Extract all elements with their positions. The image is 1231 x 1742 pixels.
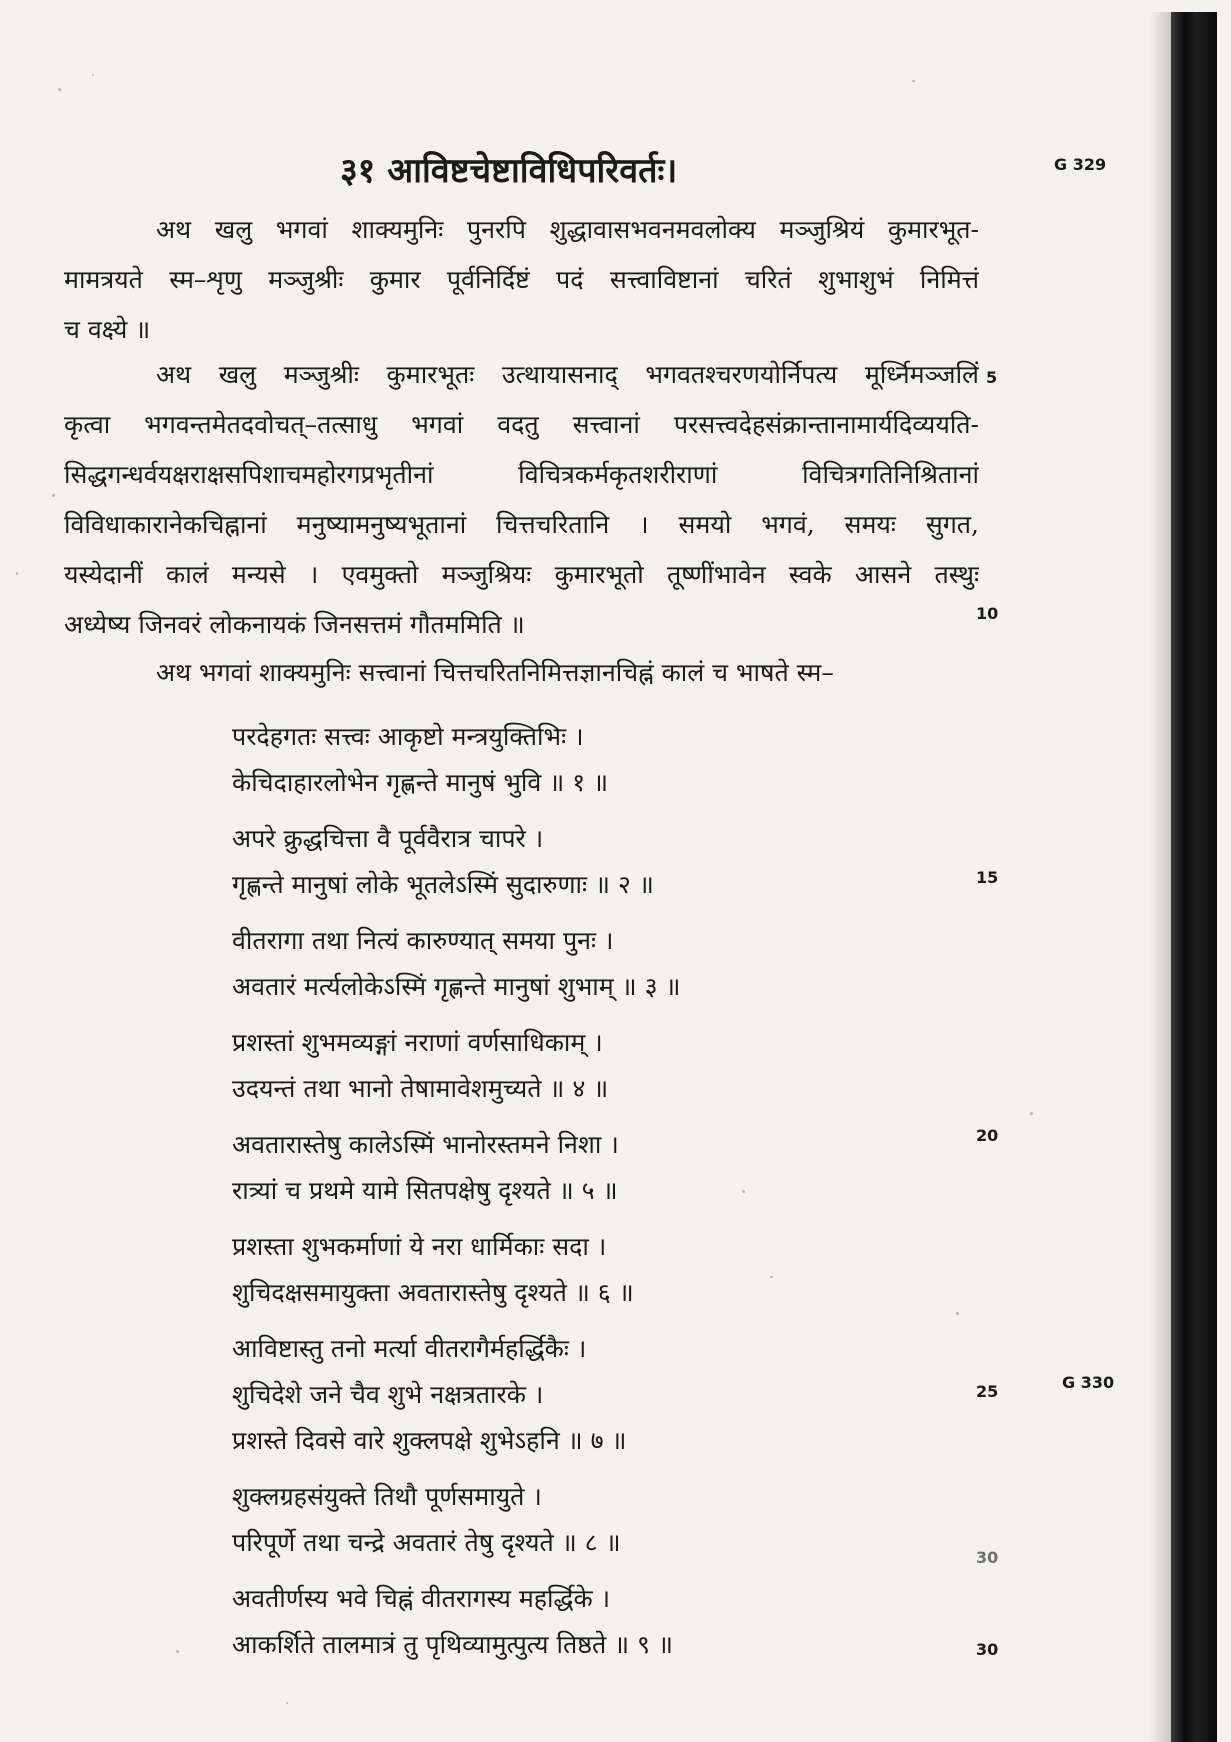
verse-9: [232, 1576, 852, 1668]
line-number: 5: [986, 368, 998, 387]
verse-line: अवतारं मर्त्यलोकेऽस्मिं गृह्णन्ते मानुषां शुभाम् ॥ ३ ॥: [232, 972, 681, 1001]
verse-line: अपरे क्रुद्धचित्ता वै पूर्ववैरात्र चापरे ।: [232, 824, 544, 853]
verse-line: परिपूर्णे तथा चन्द्रे अवतारं तेषु दृश्यते ॥ ८ ॥: [232, 1528, 621, 1557]
scan-speck: [1030, 1112, 1033, 1115]
scan-speck: [770, 1276, 773, 1278]
verse-line: आविष्टास्तु तनो मर्त्या वीतरागैर्महर्द्धिकैः ।: [232, 1334, 587, 1363]
line-number: 10: [976, 604, 999, 623]
verse-block: [232, 714, 852, 1668]
line-number: 20: [976, 1126, 999, 1145]
scan-speck: [742, 1190, 745, 1193]
text-line: अथ भगवां शाक्यमुनिः सत्त्वानां चित्तचरितनिमित्तज्ञानचिह्नं कालं च भाषते स्म–: [156, 658, 834, 687]
binding-shadow: [1149, 12, 1171, 1742]
text-line: सिद्धगन्धर्वयक्षराक्षसपिशाचमहोरगप्रभृतीनां विचित्रकर्मकृतशरीराणां विचित्रगतिनिश्रितानां: [64, 460, 979, 489]
verse-line: गृह्णन्ते मानुषां लोके भूतलेऽस्मिं सुदारुणाः ॥ २ ॥: [232, 870, 654, 899]
chapter-title: ३१ आविष्टचेष्टाविधिपरिवर्तः।: [340, 151, 678, 191]
verse-5: [232, 1122, 852, 1214]
verse-line: शुचिदक्षसमायुक्ता अवतारास्तेषु दृश्यते ॥ ६ ॥: [232, 1278, 634, 1307]
verse-1: [232, 714, 852, 806]
text-line: विविधाकारानेकचिह्नानां मनुष्यामनुष्यभूतानां चित्तचरितानि । समयो भगवं, समयः सुगत,: [64, 510, 979, 539]
scan-speck: [912, 80, 915, 82]
verse-7: [232, 1326, 852, 1464]
line-number: 15: [976, 868, 999, 887]
paragraph-3: [156, 648, 976, 698]
scan-speck: [176, 1650, 179, 1653]
verse-line: प्रशस्ता शुभकर्माणां ये नरा धार्मिकाः सदा ।: [232, 1232, 607, 1261]
text-line: यस्येदानीं कालं मन्यसे । एवमुक्तो मञ्जुश्रियः कुमारभूतो तूष्णींभावेन स्वके आसने तस्थुः: [64, 560, 979, 589]
verse-3: [232, 918, 852, 1010]
verse-line: प्रशस्ते दिवसे वारे शुक्लपक्षे शुभेऽहनि ॥ ७ ॥: [232, 1426, 627, 1455]
text-line: अध्येष्य जिनवरं लोकनायकं जिनसत्तमं गौतममिति ॥: [64, 610, 525, 639]
verse-line: प्रशस्तां शुभमव्यङ्गां नराणां वर्णसाधिकाम् ।: [232, 1028, 603, 1057]
verse-8: [232, 1474, 852, 1566]
text-line: अथ खलु मञ्जुश्रीः कुमारभूतः उत्थायासनाद् भगवतश्चरणयोर्निपत्य मूर्ध्निमञ्जलिं: [156, 360, 979, 389]
text-line: कृत्वा भगवन्तमेतदवोचत्–तत्साधु भगवां वदतु सत्त्वानां परसत्त्वदेहसंक्रान्तानामार्यदिव्ययति-: [64, 410, 979, 439]
text-line: च वक्ष्ये ॥: [64, 315, 151, 344]
line-number: 30: [976, 1548, 999, 1567]
verse-2: [232, 816, 852, 908]
verse-line: शुचिदेशे जने चैव शुभे नक्षत्रतारके ।: [232, 1380, 544, 1409]
verse-line: अवतारास्तेषु कालेऽस्मिं भानोरस्तमने निशा ।: [232, 1130, 619, 1159]
scan-speck: [92, 74, 94, 76]
scan-speck: [286, 1702, 288, 1704]
verse-line: उदयन्तं तथा भानो तेषामावेशमुच्यते ॥ ४ ॥: [232, 1074, 609, 1103]
verse-4: [232, 1020, 852, 1112]
verse-line: आकर्शिते तालमात्रं तु पृथिव्यामुत्पुत्य तिष्ठते ॥ ९ ॥: [232, 1630, 673, 1659]
verse-line: परदेहगतः सत्त्वः आकृष्टो मन्त्रयुक्तिभिः ।: [232, 722, 584, 751]
verse-line: अवतीर्णस्य भवे चिह्नं वीतरागस्य महर्द्धिके ।: [232, 1584, 611, 1613]
verse-line: शुक्लग्रहसंयुक्ते तिथौ पूर्णसमायुते ।: [232, 1482, 542, 1511]
paragraph-1: [64, 205, 979, 355]
scan-speck: [16, 572, 18, 575]
verse-line: रात्र्यां च प्रथमे यामे सितपक्षेषु दृश्यते ॥ ५ ॥: [232, 1176, 618, 1205]
page-ref-mid: G 330: [1062, 1373, 1115, 1392]
verse-6: [232, 1224, 852, 1316]
paragraph-2: [64, 350, 979, 650]
scan-speck: [58, 88, 61, 91]
line-number: 25: [976, 1382, 999, 1401]
book-binding-edge: [1171, 12, 1217, 1742]
scan-speck: [956, 1312, 959, 1315]
verse-line: केचिदाहारलोभेन गृह्णन्ते मानुषं भुवि ॥ १ ॥: [232, 768, 609, 797]
verse-line: वीतरागा तथा नित्यं कारुण्यात् समया पुनः ।: [232, 926, 614, 955]
line-number: 30: [976, 1640, 999, 1659]
text-line: अथ खलु भगवां शाक्यमुनिः पुनरपि शुद्धावासभवनमवलोक्य मञ्जुश्रियं कुमारभूत-: [156, 215, 979, 244]
scan-speck: [52, 494, 55, 497]
text-line: मामत्रयते स्म–शृणु मञ्जुश्रीः कुमार पूर्वनिर्दिष्टं पदं सत्त्वाविष्टानां चरितं शुभाशुभं निमित्तं: [64, 265, 979, 294]
page-ref-top: G 329: [1054, 155, 1107, 174]
